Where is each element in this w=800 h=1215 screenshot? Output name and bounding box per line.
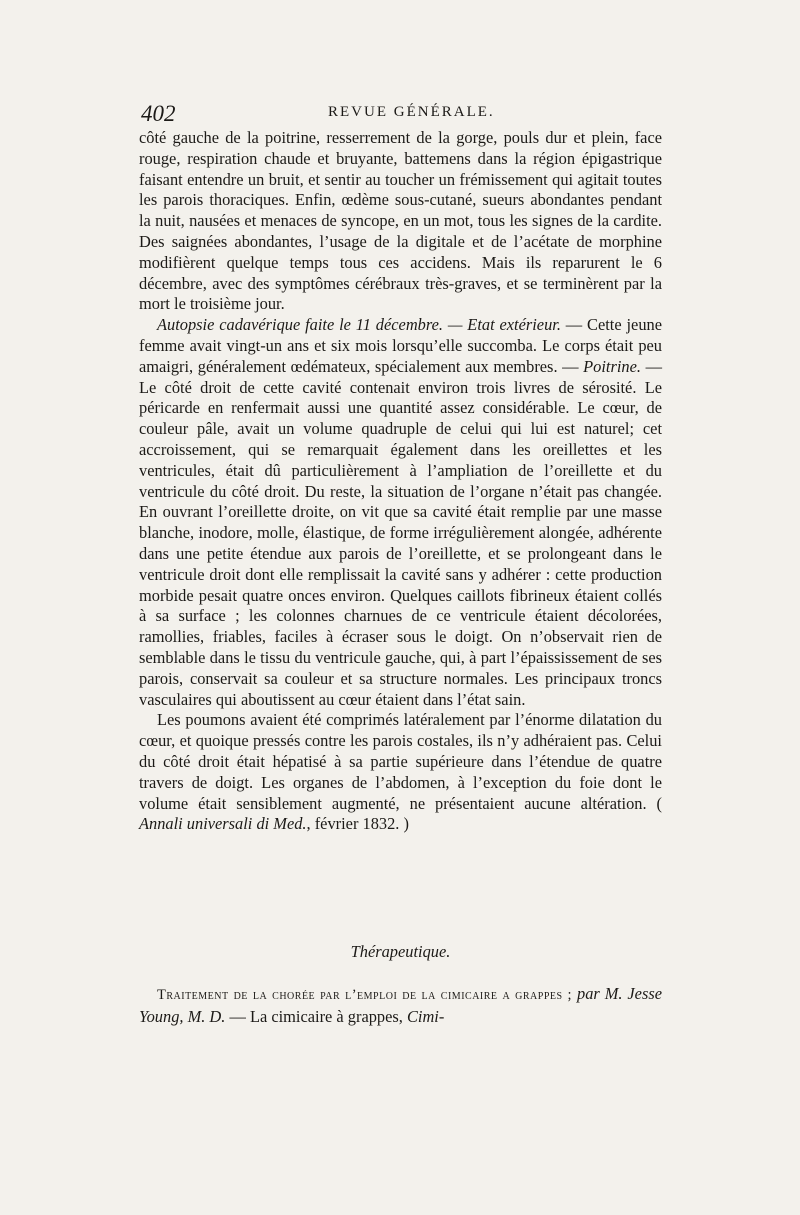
treatment-paragraph	[139, 983, 662, 1028]
text-run: — Cette jeune femme avait vingt-un ans et six mois lorsqu’elle succomba. Le corps était peu amaigri, généralement œdémateux, spécialement aux membres. —	[139, 315, 662, 376]
italic-run: Autopsie cadavérique faite le 11 décembre. — Etat extérieur.	[157, 315, 561, 335]
text-run: Les poumons avaient été comprimés latéralement par l’énorme dilatation du cœur, et quoique pressés contre les parois costales, ils n’y adhéraient pas. Celui du côté droit était hépatisé à sa partie supérieure dans l’étendue de quatre travers de doigt. Les organes de l’abdomen, à l’exception du foie dont le volume était sensiblement augmenté, ne présentaient aucune altération. (	[139, 710, 662, 813]
text-run: — Le côté droit de cette cavité contenait environ trois livres de sérosité. Le péricarde en renfermait aussi une quantité assez considérable. Le cœur, de couleur pâle, avait un volume quadruple de celui qui lui est naturel; cet accroissement, qui se remarquait également dans les oreillettes et les ventricules, était dû particulièrement à l’ampliation de l’oreillette et du ventricule du côté droit. Du reste, la situation de l’organe n’était pas changée. En ouvrant l’oreillette droite, on vit que sa cavité était remplie par une masse blanche, inodore, molle, élastique, de forme irrégulièrement alongée, adhérente dans une petite étendue aux parois de l’oreillette, et se prolongeant dans le ventricule droit dont elle remplissait la cavité sans y adhérer : cette production morbide pesait quatre onces environ. Quelques caillots fibrineux étaient collés à sa surface ; les colonnes charnues de ce ventricule étaient décolorées, ramollies, friables, faciles à écraser sous le doigt. On n’observait rien de semblable dans le tissu du ventricule gauche, qui, à part l’épaississement de ses parois, conservait sa couleur et sa structure normales. Les principaux troncs vasculaires qui aboutissent au cœur étaient dans l’état sain.	[139, 356, 662, 709]
running-head: REVUE GÉNÉRALE.	[328, 104, 495, 120]
text-run: , février 1832. )	[306, 814, 409, 834]
text-run: — La cimicaire à grappes,	[225, 1007, 407, 1026]
paragraph	[139, 128, 662, 315]
text-run: côté gauche de la poitrine, resserrement de la gorge, pouls dur et plein, face rouge, respiration chaude et bruyante, battemens dans la région épigastrique faisant entendre un bruit, et sentir au toucher un frémissement qui agitait toutes les parois thoraciques. Enfin, œdème sous-cutané, sueurs abondantes pendant la nuit, nausées et menaces de syncope, en un mot, tous les signes de la cardite. Des saignées abondantes, l’usage de la digitale et de l’acétate de morphine modifièrent quelque temps tous ces accidens. Mais ils reparurent le 6 décembre, avec des symptômes cérébraux très-graves, et se terminèrent par la mort le troisième jour.	[139, 128, 662, 314]
italic-run: Cimi-	[406, 1007, 445, 1026]
paragraph	[139, 710, 662, 835]
italic-run: Annali universali di Med.	[139, 814, 307, 834]
body-text	[139, 128, 662, 835]
section-heading-run: Traitement de la chorée par l’emploi de la cimicaire a grappes ;	[157, 987, 573, 1003]
treatment-text	[139, 983, 662, 1028]
italic-run: par M. Jesse Young, M. D.	[139, 984, 662, 1026]
page-header	[141, 101, 661, 127]
section-title: Thérapeutique.	[350, 942, 451, 961]
italic-run: Poitrine.	[583, 356, 641, 376]
page-number: 402	[141, 101, 176, 126]
paragraph	[139, 315, 662, 710]
